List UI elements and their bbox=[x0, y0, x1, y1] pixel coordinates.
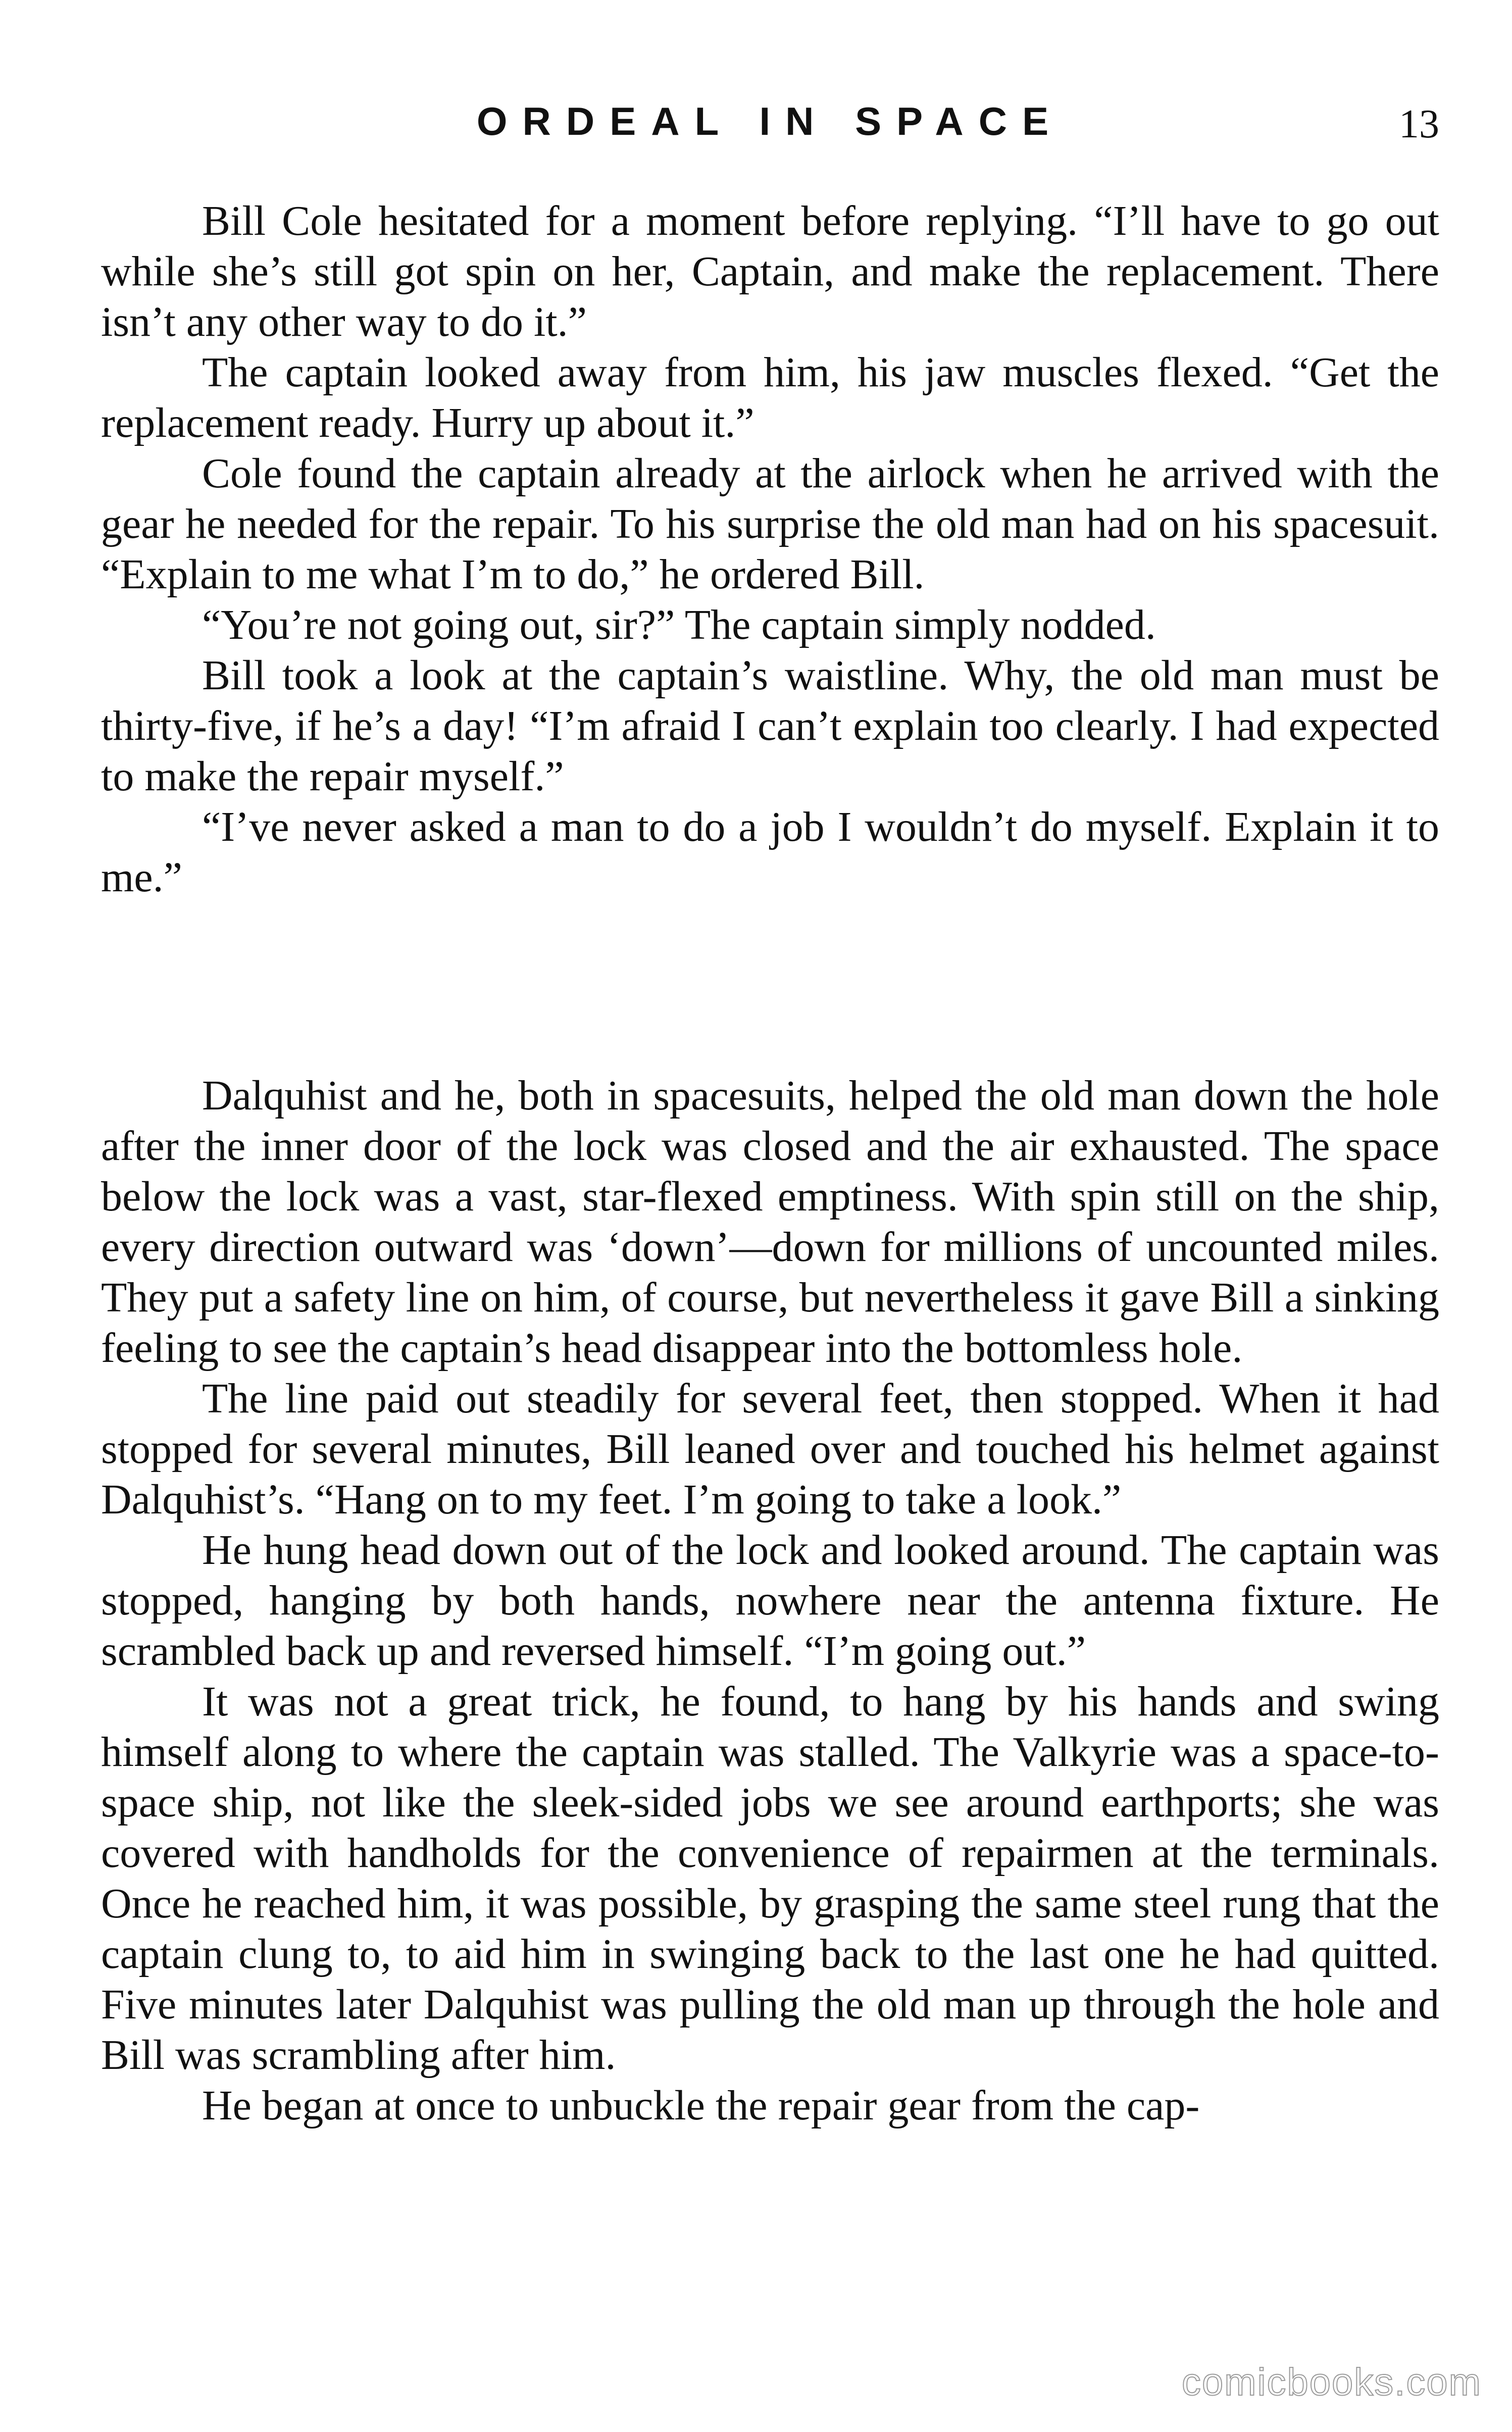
page-number: 13 bbox=[1399, 102, 1439, 146]
paragraph: “You’re not going out, sir?” The captain simply nodded. bbox=[202, 601, 1156, 648]
paragraph: He hung head down out of the lock and looked around. The captain was stopped, hanging by both hands, nowhere near the antenna fixture. He scrambled back up and reversed himself. “I’m going out.” bbox=[101, 1527, 1439, 1675]
watermark: comicbooks.com bbox=[1182, 2361, 1482, 2404]
text-section-1 bbox=[101, 196, 1439, 903]
paragraph: He began at once to unbuckle the repair gear from the cap- bbox=[202, 2082, 1200, 2129]
paragraph: Cole found the captain already at the airlock when he arrived with the gear he needed for the repair. To his surprise the old man had on his spacesuit. “Explain to me what I’m to do,” he ordered Bill. bbox=[101, 450, 1439, 598]
paragraph: The captain looked away from him, his jaw muscles flexed. “Get the replacement ready. Hurry up about it.” bbox=[101, 349, 1439, 446]
running-head bbox=[101, 93, 1439, 149]
paragraph: Dalquhist and he, both in spacesuits, helped the old man down the hole after the inner door of the lock was closed and the air exhausted. The space below the lock was a vast, star-flexed emptiness. With spin still on the ship, every direction outward was ‘down’—down for millions of uncounted miles. They put a safety line on him, of course, but nevertheless it gave Bill a sinking feeling to see the captain’s head disappear into the bottomless hole. bbox=[101, 1072, 1439, 1372]
paragraph: Bill Cole hesitated for a moment before replying. “I’ll have to go out while she’s still got spin on her, Captain, and make the replacement. There isn’t any other way to do it.” bbox=[101, 197, 1439, 345]
text-section-2 bbox=[101, 1071, 1439, 2131]
paragraph: It was not a great trick, he found, to hang by his hands and swing himself along to where the captain was stalled. The Valkyrie was a space-to-space ship, not like the sleek-sided jobs we see around earthports; she was covered with handholds for the convenience of repairmen at the terminals. Once he reached him, it was possible, by grasping the same steel rung that the captain clung to, to aid him in swinging back to the last one he had quitted. Five minutes later Dalquhist was pulling the old man up through the hole and Bill was scrambling after him. bbox=[101, 1678, 1439, 2079]
paragraph: The line paid out steadily for several feet, then stopped. When it had stopped for several minutes, Bill leaned over and touched his helmet against Dalquhist’s. “Hang on to my feet. I’m going to take a look.” bbox=[101, 1375, 1439, 1523]
chapter-title: ORDEAL IN SPACE bbox=[476, 99, 1064, 143]
paragraph: Bill took a look at the captain’s waistline. Why, the old man must be thirty-five, if he’s a day! “I’m afraid I can’t explain too clearly. I had expected to make the repair myself.” bbox=[101, 652, 1439, 800]
paragraph: “I’ve never asked a man to do a job I wouldn’t do myself. Explain it to me.” bbox=[101, 803, 1439, 901]
